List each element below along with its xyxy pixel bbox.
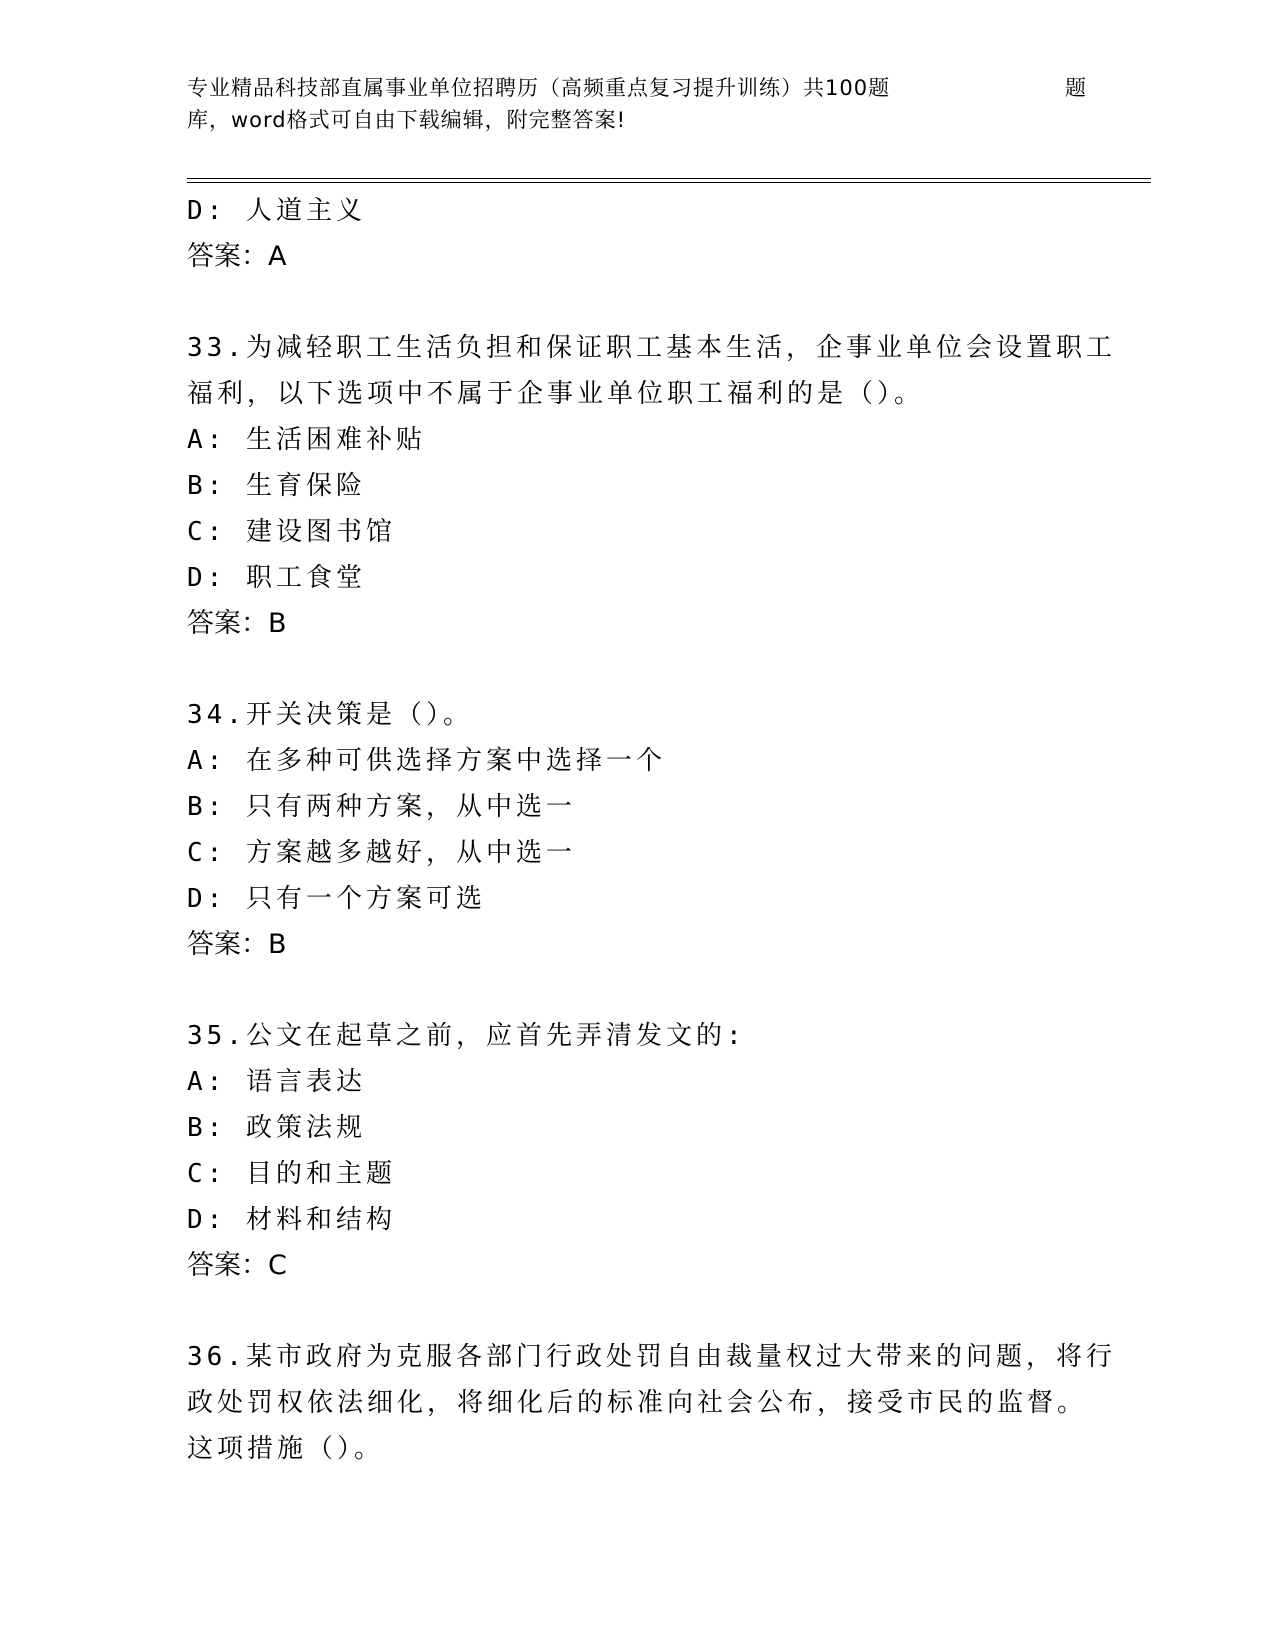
option-d: D: 人道主义 bbox=[187, 196, 366, 226]
option-a: A: 生活困难补贴 bbox=[187, 425, 426, 455]
spacer bbox=[187, 968, 1087, 1013]
question-text-line: 35.公文在起草之前，应首先弄清发文的: bbox=[187, 1021, 746, 1051]
question-block-32-tail bbox=[187, 188, 1087, 280]
document-header bbox=[187, 72, 1087, 136]
answer-label: 答案：C bbox=[187, 1250, 287, 1281]
option-d: D: 只有一个方案可选 bbox=[187, 884, 486, 914]
question-text-line: 33.为减轻职工生活负担和保证职工基本生活，企事业单位会设置职工 bbox=[187, 333, 1116, 363]
option-d: D: 职工食堂 bbox=[187, 563, 366, 593]
question-text-line: 36.某市政府为克服各部门行政处罚自由裁量权过大带来的问题，将行 bbox=[187, 1342, 1116, 1372]
header-title-suffix: 题 bbox=[1065, 76, 1087, 100]
option-b: B: 只有两种方案，从中选一 bbox=[187, 792, 576, 822]
question-block-35 bbox=[187, 1013, 1087, 1289]
header-divider-top bbox=[187, 178, 1151, 179]
spacer bbox=[187, 1289, 1087, 1334]
option-c: C: 建设图书馆 bbox=[187, 517, 396, 547]
answer-label: 答案：A bbox=[187, 241, 287, 272]
question-text-line: 政处罚权依法细化，将细化后的标准向社会公布，接受市民的监督。 bbox=[187, 1388, 1088, 1418]
header-title: 专业精品科技部直属事业单位招聘历（高频重点复习提升训练）共100题 bbox=[187, 76, 891, 100]
option-a: A: 语言表达 bbox=[187, 1067, 366, 1097]
option-a: A: 在多种可供选择方案中选择一个 bbox=[187, 746, 666, 776]
option-c: C: 目的和主题 bbox=[187, 1159, 396, 1189]
header-line-1 bbox=[187, 72, 1087, 104]
option-b: B: 生育保险 bbox=[187, 471, 366, 501]
header-divider-bottom bbox=[187, 182, 1151, 183]
option-b: B: 政策法规 bbox=[187, 1113, 366, 1143]
spacer bbox=[187, 647, 1087, 692]
question-list bbox=[187, 188, 1116, 1472]
option-d: D: 材料和结构 bbox=[187, 1205, 396, 1235]
answer-label: 答案：B bbox=[187, 929, 287, 960]
question-text-line: 34.开关决策是（）。 bbox=[187, 700, 473, 730]
header-line-2: 库，word格式可自由下载编辑，附完整答案! bbox=[187, 108, 627, 132]
option-c: C: 方案越多越好，从中选一 bbox=[187, 838, 576, 868]
question-block-34 bbox=[187, 692, 1087, 968]
answer-label: 答案：B bbox=[187, 608, 287, 639]
question-block-36 bbox=[187, 1334, 1116, 1472]
spacer bbox=[187, 280, 1087, 325]
question-block-33 bbox=[187, 325, 1116, 647]
question-text-line: 福利，以下选项中不属于企事业单位职工福利的是（）。 bbox=[187, 379, 925, 409]
question-text-line: 这项措施（）。 bbox=[187, 1434, 385, 1464]
